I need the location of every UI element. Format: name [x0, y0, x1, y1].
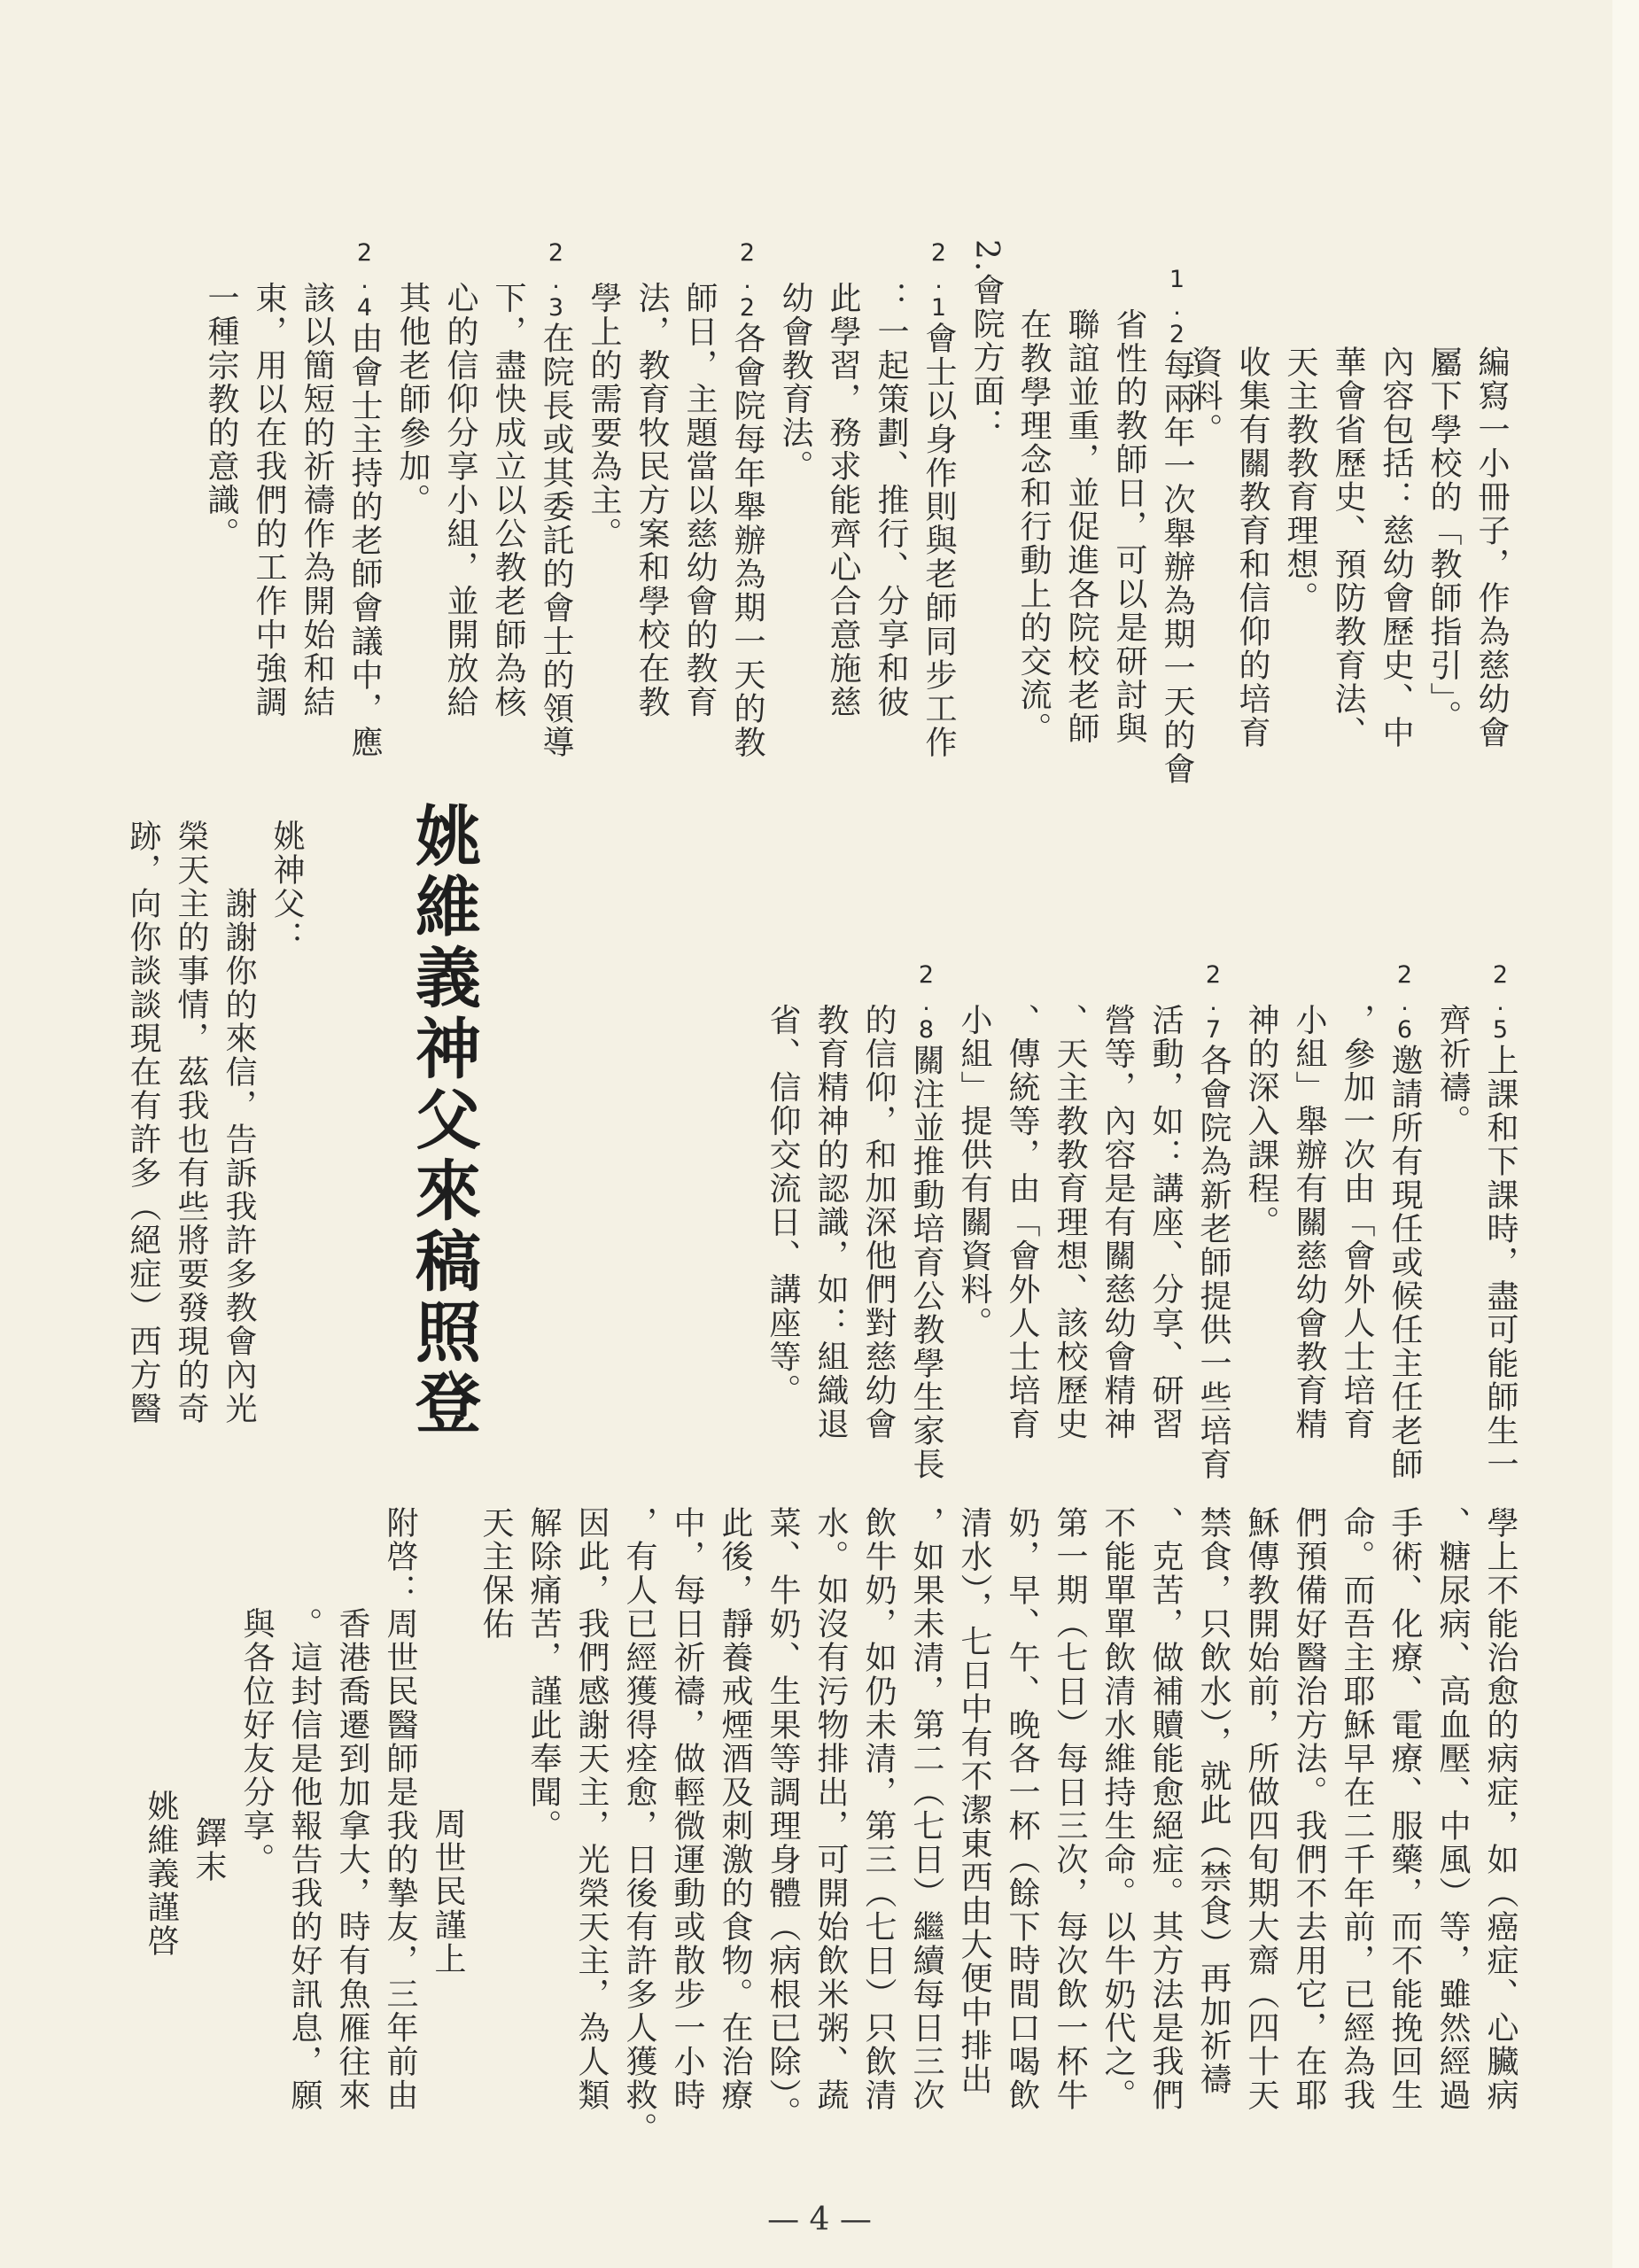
postscript-label: 附啓： [382, 1506, 418, 1607]
text-line: 禁食，只飲水），就此（禁食）再加祈禱 [1195, 1506, 1231, 2096]
text-line: 解除痛苦，謹此奉聞。 [525, 1506, 562, 1843]
letter-body [143, 1506, 1524, 2188]
salutation: 姚神父： [268, 819, 305, 954]
text-line: 榮天主的事情，茲我也有些將要發現的奇 [173, 819, 209, 1425]
text-line: 此學習，務求能齊心合意施慈 [825, 281, 861, 719]
text-line: 不能單單飲清水維持生命。以牛奶代之。 [1099, 1506, 1136, 2112]
item-number: 2.7 [1200, 961, 1227, 1044]
text-line: 2.6邀請所有現任或候任主任老師 [1387, 961, 1423, 1481]
text-line: 活動，如：講座、分享、研習 [1147, 1003, 1184, 1441]
item-number: 2.6 [1391, 961, 1418, 1044]
text-line: 省性的教師日，可以是研討與 [1111, 307, 1147, 746]
text-line: 2.1會士以身作則與老師同步工作 [920, 239, 957, 759]
text-line: 在教學理念和行動上的交流。 [1015, 307, 1052, 746]
text-line: 飲牛奶，如仍未清，第三（七日）只飲清 [860, 1506, 897, 2112]
text-line: 2.3在院長或其委託的會士的領導 [538, 239, 574, 759]
text-line: 、傳統等，由「會外人士培育 [1004, 1003, 1040, 1441]
items-2-5-to-2-8 [656, 961, 1524, 1481]
text-line: 學上不能治愈的病症，如（癌症、心臟病 [1482, 1506, 1519, 2112]
text-line: 收集有關教育和信仰的培育 [1234, 346, 1270, 750]
text-line: 小組」提供有關資料。 [956, 1003, 992, 1340]
text-line: 謝謝你的來信，告訴我許多教會內光 [221, 887, 257, 1425]
text-line: 、克苦，做補贖能愈絕症。其方法是我們 [1147, 1506, 1184, 2112]
text-line: 的信仰，和加深他們對慈幼會 [860, 1003, 897, 1441]
text-line: 因此，我們感謝天主，光榮天主，為人類 [573, 1506, 610, 2112]
text-line: 中，每日祈禱，做輕微運動或散步一小時 [669, 1506, 705, 2112]
text-line: 華會省歷史、預防教育法、 [1330, 346, 1366, 750]
text-line: 教育精神的認識，如：組織退 [812, 1003, 849, 1441]
text-line: 清水），七日中有不潔東西由大便中排出 [956, 1506, 992, 2096]
text-line: 、糖尿病、高血壓、中風）等，雖然經過 [1434, 1506, 1471, 2112]
text-line: 營等，內容是有關慈幼會精神 [1099, 1003, 1136, 1441]
page-number: — 4 — [767, 2202, 872, 2238]
text-line: 香港喬遷到加拿大，時有魚雁往來 [334, 1607, 370, 2112]
text-line: 其他老師參加。 [394, 281, 431, 517]
text-line: 水。如沒有污物排出，可開始飲米粥、蔬 [812, 1506, 849, 2112]
paper-edge [1612, 0, 1639, 2268]
text-line: ，如果未清，第二（七日）繼續每日三次 [908, 1506, 944, 2112]
text-line: 穌傳教開始前，所做四旬期大齋（四十天 [1243, 1506, 1279, 2112]
text-line: 小組」舉辦有關慈幼會教育精 [1291, 1003, 1327, 1441]
signature: 周世民謹上 [430, 1807, 466, 1976]
text-line: 一種宗教的意識。 [203, 281, 239, 551]
text-line: 編寫一小冊子，作為慈幼會 [1473, 346, 1510, 750]
text-line: 屬下學校的「教師指引」。 [1425, 346, 1462, 734]
closing-line: 鐸末 [190, 1816, 227, 1884]
text-line: 天主教教育理想。 [1282, 346, 1318, 615]
text-line: 省、信仰交流日、講座等。 [765, 1003, 801, 1408]
text-line: 心的信仰分享小組，並開放給 [442, 281, 478, 719]
closing-signature: 姚維義謹啓 [143, 1790, 179, 1958]
letter-opening [115, 819, 310, 1440]
text-line: 第一期（七日）每日三次，每次飲一杯牛 [1052, 1506, 1088, 2112]
article-title: 姚維義神父來稿照登 [405, 802, 481, 1440]
text-line: 奶，早、午、晚各一杯（餘下時間口喝飲 [1004, 1506, 1040, 2112]
text-line: 、天主教教育理想、該校歷史 [1052, 1003, 1088, 1441]
item-number: 2.3 [542, 239, 570, 322]
text-line: 此後，靜養戒煙酒及刺激的食物。在治療 [717, 1506, 753, 2112]
item-number: 2.2 [734, 239, 761, 322]
text-line: 天主保佑 [478, 1506, 514, 1641]
text-line: 該以簡短的祈禱作為開始和結 [299, 281, 335, 719]
item-number: 2.5 [1487, 961, 1514, 1044]
text-line: 。這封信是他報告我的好訊息，願 [286, 1607, 322, 2112]
text-line: 內容包括：慈幼會歷史、中 [1378, 346, 1414, 750]
text-line: 手術、化療、電療、服藥，而不能挽回生 [1387, 1506, 1423, 2112]
text-line: 資料。 [1186, 346, 1223, 447]
text-line: ，有人已經獲得痊愈，日後有許多人獲救。 [621, 1506, 657, 2146]
text-line: 跡，向你談談現在有許多（絕症）西方醫 [125, 819, 161, 1425]
item-number: 2.8 [913, 961, 940, 1044]
text-line: 幼會教育法。 [777, 281, 813, 484]
text-line: 學上的需要為主。 [586, 281, 622, 551]
text-line: 附啓：周世民醫師是我的摯友，三年前由 [382, 1506, 418, 2112]
text-line: 1.2每兩年一次舉辦為期一天的會 [1159, 266, 1195, 786]
text-line: 法，教育牧民方案和學校在教 [633, 281, 670, 719]
text-line: 2.5上課和下課時，盡可能師生一 [1482, 961, 1519, 1481]
section-heading: 2.會院方面： [968, 239, 1005, 442]
item-number: 2.4 [351, 239, 378, 322]
text-line: 菜、牛奶、生果等調理身體（病根已除）。 [765, 1506, 801, 2130]
text-line: 2.2各會院每年舉辦為期一天的教 [729, 239, 765, 759]
text-line: 齊祈禱。 [1434, 1003, 1471, 1138]
text-line: 2.4由會士主持的老師會議中，應 [346, 239, 383, 759]
text-line: 與各位好友分享。 [238, 1607, 275, 1876]
text-line: 2.7各會院為新老師提供一些培育 [1195, 961, 1231, 1481]
item-number: 2.1 [925, 239, 952, 322]
text-line: ，參加一次由「會外人士培育 [1339, 1003, 1375, 1441]
text-line: 聯誼並重，並促進各院校老師 [1063, 307, 1099, 746]
text-line: 們預備好醫治方法。我們不去用它，在耶 [1291, 1506, 1327, 2112]
item-1-2 [1015, 266, 1200, 1045]
text-line: ：一起策劃、推行、分享和彼 [873, 281, 909, 719]
text-line: 束，用以在我們的工作中強調 [251, 281, 287, 719]
item-number: 1.2 [1163, 266, 1191, 348]
text-line: 師日，主題當以慈幼會的教育 [681, 281, 718, 719]
text-line: 神的深入課程。 [1243, 1003, 1279, 1239]
text-line: 2.8關注並推動培育公教學生家長 [908, 961, 944, 1481]
text-line: 命。而吾主耶穌早在二千年前，已經為我 [1339, 1506, 1375, 2112]
text-line: 下，盡快成立以公教老師為核 [490, 281, 526, 719]
